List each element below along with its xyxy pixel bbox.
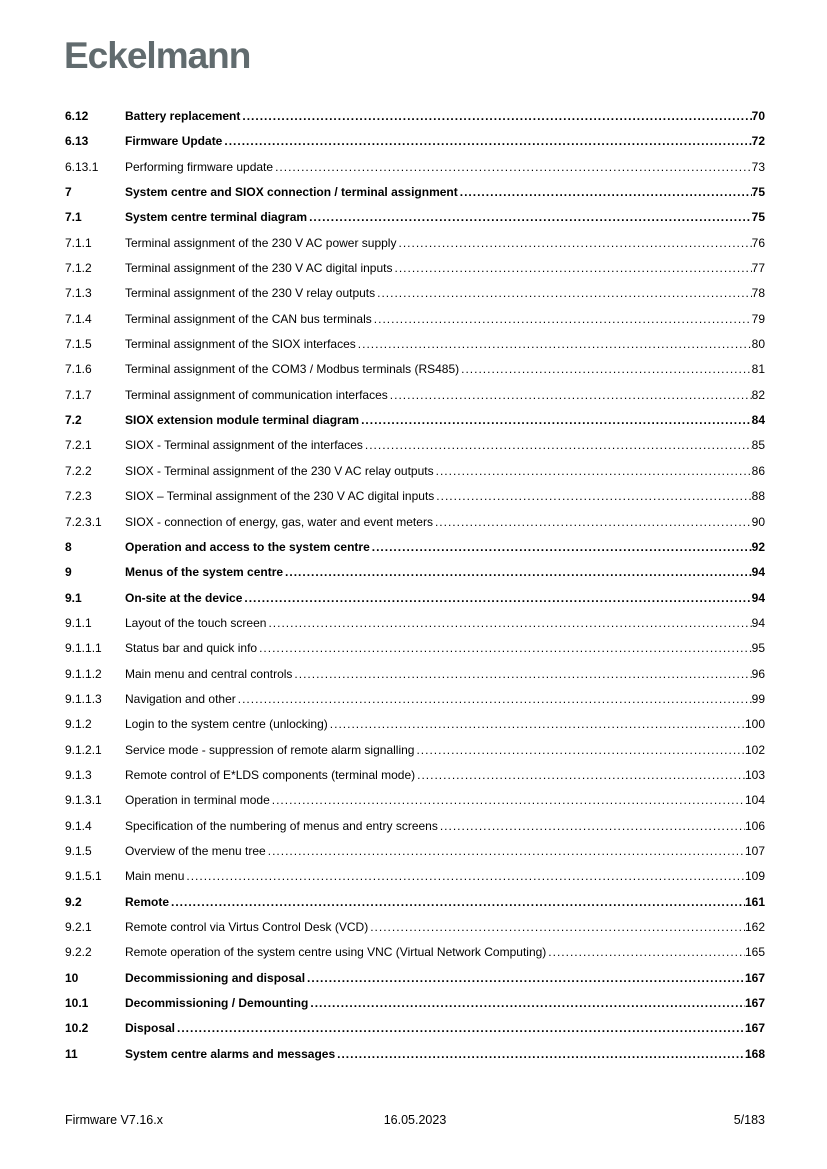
toc-entry-number: 7.2 [65, 413, 82, 428]
toc-leader-dots [435, 510, 752, 535]
toc-leader-dots [440, 814, 745, 839]
toc-leader-dots [242, 104, 751, 129]
toc-entry-page: 88 [751, 489, 765, 504]
toc-leader-dots [310, 991, 745, 1016]
toc-entry-number: 9.1.1.3 [65, 691, 102, 706]
toc-leader-dots [372, 535, 752, 560]
toc-entry-number: 9.2.1 [65, 920, 92, 934]
toc-entry-title: Terminal assignment of the SIOX interfaces [125, 337, 356, 352]
toc-entry-title: Main menu and central controls [125, 666, 293, 681]
toc-entry-title: Menus of the system centre [125, 565, 284, 580]
footer-firmware-version: Firmware V7.16.x [65, 1113, 163, 1127]
toc-leader-dots [337, 1042, 745, 1067]
toc-entry-page: 85 [751, 438, 765, 453]
toc-entry[interactable] [65, 307, 765, 332]
toc-entry[interactable] [65, 586, 765, 611]
toc-leader-dots [272, 788, 745, 813]
toc-entry-title: Remote operation of the system centre using VNC (Virtual Network Computing) [125, 945, 547, 960]
toc-leader-dots [377, 281, 752, 306]
page-footer [65, 1113, 765, 1129]
toc-entry-page: 75 [751, 185, 765, 200]
toc-entry-number: 6.13 [65, 134, 89, 149]
toc-leader-dots [436, 459, 752, 484]
toc-leader-dots [244, 586, 751, 611]
toc-entry-title: Layout of the touch screen [125, 615, 267, 630]
toc-entry-page: 77 [751, 261, 765, 276]
toc-entry-title: Operation in terminal mode [125, 793, 270, 808]
toc-leader-dots [294, 662, 751, 687]
toc-entry[interactable] [65, 332, 765, 357]
toc-leader-dots [224, 129, 751, 154]
toc-entry-number: 7.2.2 [65, 463, 92, 478]
toc-entry[interactable] [65, 864, 765, 889]
toc-leader-dots [358, 332, 752, 357]
toc-entry-number: 11 [65, 1046, 78, 1061]
toc-entry[interactable] [65, 155, 765, 180]
toc-entry-title: Remote control via Virtus Control Desk (VCD) [125, 920, 369, 934]
toc-entry-page: 106 [744, 818, 765, 833]
toc-entry-number: 9 [65, 565, 72, 580]
toc-entry-page: 75 [751, 210, 765, 225]
toc-entry-number: 7.1.2 [65, 261, 92, 276]
toc-entry-page: 92 [751, 539, 765, 554]
toc-entry-title: SIOX extension module terminal diagram [125, 413, 360, 428]
toc-leader-dots [309, 205, 752, 230]
toc-entry-number: 10 [65, 970, 79, 985]
toc-entry-number: 7.1 [65, 210, 82, 225]
toc-entry-number: 7.2.1 [65, 438, 92, 453]
toc-entry[interactable] [65, 535, 765, 560]
toc-entry-number: 9.1.3.1 [65, 793, 102, 808]
toc-entry[interactable] [65, 383, 765, 408]
toc-leader-dots [268, 611, 751, 636]
toc-leader-dots [275, 155, 752, 180]
toc-entry-number: 9.2 [65, 894, 82, 909]
toc-entry-page: 102 [744, 742, 765, 757]
toc-entry-number: 9.1 [65, 590, 82, 605]
toc-entry-page: 86 [751, 463, 765, 478]
toc-entry[interactable] [65, 560, 765, 585]
toc-leader-dots [177, 1016, 745, 1041]
toc-entry-page: 109 [744, 869, 765, 884]
toc-entry-number: 6.13.1 [65, 159, 99, 174]
toc-entry-title: Disposal [125, 1021, 176, 1036]
toc-leader-dots [361, 408, 752, 433]
toc-entry-page: 80 [751, 337, 765, 352]
toc-entry-number: 7.2.3.1 [65, 514, 102, 529]
toc-entry-number: 7.2.3 [65, 489, 92, 504]
toc-leader-dots [548, 940, 745, 965]
toc-entry-number: 9.1.1.1 [65, 641, 102, 656]
toc-entry-number: 7.1.5 [65, 337, 92, 352]
toc-entry[interactable] [65, 636, 765, 661]
toc-entry[interactable] [65, 129, 765, 154]
toc-entry-number: 7 [65, 185, 72, 200]
toc-entry-title: Terminal assignment of the 230 V AC digital inputs [125, 261, 393, 276]
toc-entry[interactable] [65, 940, 765, 965]
toc-entry-page: 104 [744, 793, 765, 808]
toc-leader-dots [330, 712, 745, 737]
toc-leader-dots [461, 357, 752, 382]
toc-entry-title: Terminal assignment of communication interfaces [125, 387, 388, 402]
toc-entry[interactable] [65, 357, 765, 382]
toc-entry-title: Overview of the menu tree [125, 843, 266, 858]
toc-entry[interactable] [65, 687, 765, 712]
toc-entry-page: 84 [751, 413, 765, 428]
toc-leader-dots [259, 636, 752, 661]
toc-entry-number: 7.1.3 [65, 286, 92, 301]
toc-leader-dots [307, 966, 745, 991]
toc-entry-page: 100 [744, 717, 765, 732]
toc-entry-page: 73 [751, 159, 765, 174]
toc-entry-page: 72 [751, 134, 765, 149]
toc-entry-page: 99 [751, 691, 765, 706]
toc-entry[interactable] [65, 991, 765, 1016]
toc-entry[interactable] [65, 915, 765, 940]
toc-entry-title: Decommissioning and disposal [125, 970, 306, 985]
toc-leader-dots [171, 890, 745, 915]
toc-entry[interactable] [65, 256, 765, 281]
toc-entry-number: 9.1.4 [65, 818, 92, 833]
toc-entry-number: 9.1.1.2 [65, 666, 102, 681]
toc-entry-page: 107 [744, 843, 765, 858]
toc-entry-number: 10.2 [65, 1021, 89, 1036]
toc-entry-page: 167 [744, 970, 765, 985]
toc-entry-page: 78 [751, 286, 765, 301]
toc-entry-title: Decommissioning / Demounting [125, 996, 309, 1011]
table-of-contents [65, 104, 765, 1067]
toc-entry[interactable] [65, 104, 765, 129]
toc-entry-title: SIOX - connection of energy, gas, water and event meters [125, 514, 433, 529]
toc-entry-title: Service mode - suppression of remote alarm signalling [125, 742, 415, 757]
footer-date: 16.05.2023 [383, 1113, 447, 1127]
toc-entry-title: Terminal assignment of the CAN bus terminals [125, 311, 372, 326]
toc-leader-dots [374, 307, 752, 332]
toc-leader-dots [390, 383, 752, 408]
toc-entry-title: On-site at the device [125, 590, 243, 605]
toc-entry-number: 8 [65, 539, 72, 554]
toc-entry-page: 82 [751, 387, 765, 402]
toc-entry-page: 167 [744, 996, 765, 1011]
toc-entry-number: 9.1.2.1 [65, 742, 102, 757]
toc-entry[interactable] [65, 433, 765, 458]
toc-entry[interactable] [65, 712, 765, 737]
toc-leader-dots [186, 864, 745, 889]
toc-entry[interactable] [65, 788, 765, 813]
toc-entry-number: 7.1.1 [65, 235, 92, 250]
toc-entry[interactable] [65, 814, 765, 839]
toc-entry-page: 95 [751, 641, 765, 656]
toc-entry-number: 9.1.5 [65, 843, 92, 858]
toc-leader-dots [365, 433, 752, 458]
toc-entry-title: Battery replacement [125, 109, 241, 123]
toc-leader-dots [268, 839, 745, 864]
toc-entry-number: 6.12 [65, 109, 89, 123]
toc-entry-page: 94 [751, 615, 765, 630]
toc-leader-dots [394, 256, 751, 281]
toc-entry-title: System centre terminal diagram [125, 210, 308, 225]
toc-entry[interactable] [65, 205, 765, 230]
toc-leader-dots [436, 484, 751, 509]
toc-leader-dots [238, 687, 752, 712]
toc-entry[interactable] [65, 281, 765, 306]
toc-entry-title: System centre and SIOX connection / terminal assignment [125, 185, 458, 200]
toc-entry-title: Operation and access to the system centre [125, 539, 370, 554]
toc-entry-title: System centre alarms and messages [125, 1046, 336, 1061]
toc-entry-page: 96 [751, 666, 765, 681]
toc-entry-title: Main menu [125, 869, 185, 884]
toc-entry-title: SIOX - Terminal assignment of the interfaces [125, 438, 363, 453]
toc-entry[interactable] [65, 611, 765, 636]
eckelmann-logo: Eckelmann [64, 35, 251, 76]
footer-page-number: 5/183 [733, 1113, 765, 1127]
toc-leader-dots [460, 180, 752, 205]
toc-entry-number: 10.1 [65, 996, 89, 1011]
toc-entry-page: 103 [744, 767, 765, 782]
toc-entry[interactable] [65, 180, 765, 205]
toc-entry[interactable] [65, 1016, 765, 1041]
toc-entry[interactable] [65, 459, 765, 484]
toc-entry[interactable] [65, 484, 765, 509]
toc-entry[interactable] [65, 738, 765, 763]
toc-entry-number: 9.1.5.1 [65, 869, 102, 884]
toc-entry-title: SIOX - Terminal assignment of the 230 V AC relay outputs [125, 463, 434, 478]
toc-entry-title: Remote [125, 894, 170, 909]
toc-entry-number: 9.1.1 [65, 615, 92, 630]
toc-entry-page: 79 [751, 311, 765, 326]
toc-entry-title: Remote control of E*LDS components (terminal mode) [125, 767, 416, 782]
toc-leader-dots [398, 231, 751, 256]
toc-entry-page: 94 [751, 590, 765, 605]
toc-entry[interactable] [65, 763, 765, 788]
toc-entry-number: 7.1.7 [65, 387, 92, 402]
toc-entry[interactable] [65, 510, 765, 535]
toc-entry-page: 76 [751, 235, 765, 250]
toc-entry[interactable] [65, 890, 765, 915]
toc-entry[interactable] [65, 662, 765, 687]
toc-entry-title: Firmware Update [125, 134, 223, 149]
toc-entry[interactable] [65, 1042, 765, 1067]
toc-entry-title: Specification of the numbering of menus and entry screens [125, 818, 438, 833]
toc-entry-title: Status bar and quick info [125, 641, 258, 656]
toc-entry-number: 9.1.2 [65, 717, 92, 732]
toc-entry[interactable] [65, 839, 765, 864]
toc-entry-page: 162 [744, 920, 765, 934]
toc-entry-title: Navigation and other [125, 691, 236, 706]
toc-entry-page: 94 [751, 565, 765, 580]
toc-entry-title: Terminal assignment of the 230 V relay outputs [125, 286, 376, 301]
toc-entry-title: SIOX – Terminal assignment of the 230 V AC digital inputs [125, 489, 435, 504]
toc-leader-dots [370, 915, 745, 940]
toc-entry[interactable] [65, 231, 765, 256]
toc-entry-page: 168 [744, 1046, 765, 1061]
toc-entry-page: 70 [751, 109, 765, 123]
toc-entry-number: 7.1.4 [65, 311, 92, 326]
toc-leader-dots [416, 738, 745, 763]
toc-leader-dots [285, 560, 752, 585]
toc-entry-title: Login to the system centre (unlocking) [125, 717, 328, 732]
toc-entry-title: Performing firmware update [125, 159, 274, 174]
toc-leader-dots [417, 763, 745, 788]
toc-entry-number: 7.1.6 [65, 362, 92, 377]
toc-entry-number: 9.1.3 [65, 767, 92, 782]
toc-entry-title: Terminal assignment of the 230 V AC power supply [125, 235, 397, 250]
toc-entry[interactable] [65, 408, 765, 433]
toc-entry-page: 161 [744, 894, 765, 909]
toc-entry-title: Terminal assignment of the COM3 / Modbus terminals (RS485) [125, 362, 460, 377]
toc-entry-page: 167 [744, 1021, 765, 1036]
toc-entry-page: 90 [751, 514, 765, 529]
toc-entry[interactable] [65, 966, 765, 991]
toc-entry-page: 165 [744, 945, 765, 960]
toc-entry-number: 9.2.2 [65, 945, 92, 960]
toc-entry-page: 81 [751, 362, 765, 377]
